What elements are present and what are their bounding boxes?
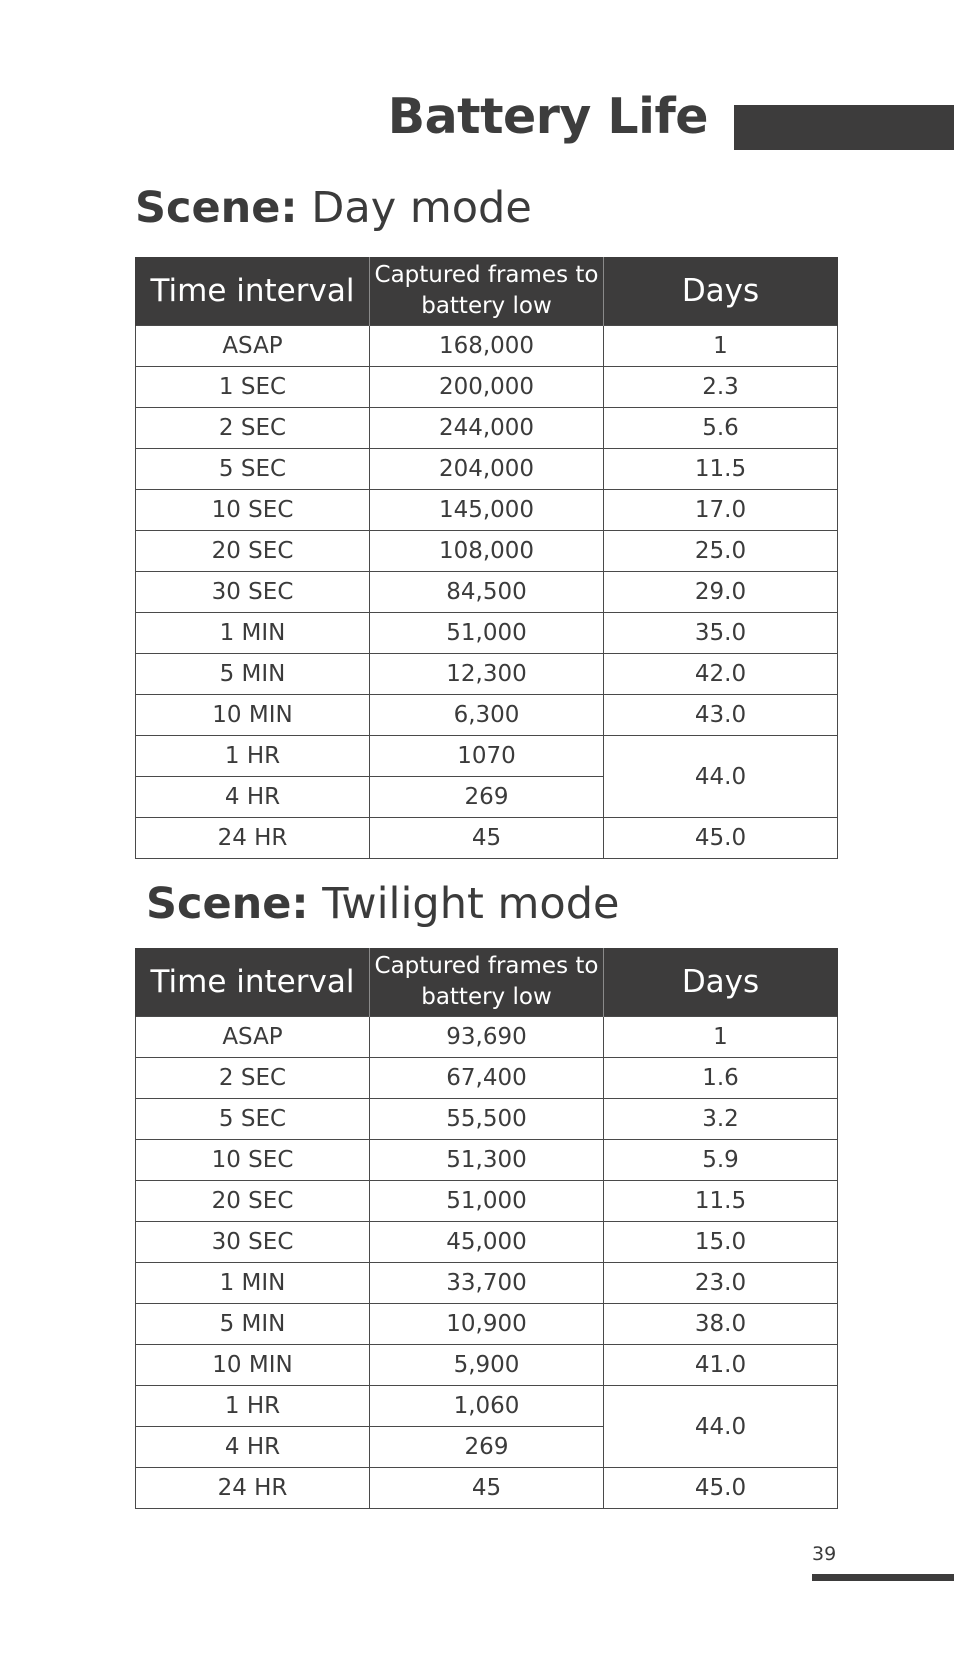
twilight-mode-table	[135, 948, 838, 1509]
cell-days: 45.0	[604, 1468, 838, 1509]
cell-interval: 10 MIN	[136, 695, 370, 736]
cell-interval: 10 MIN	[136, 1345, 370, 1386]
table-row	[136, 1140, 838, 1181]
table-row	[136, 449, 838, 490]
scene-heading-twilight	[146, 879, 620, 929]
cell-interval: ASAP	[136, 326, 370, 367]
cell-days: 25.0	[604, 531, 838, 572]
cell-days-merged: 44.0	[604, 1386, 838, 1468]
header-days: Days	[604, 257, 838, 326]
cell-days: 29.0	[604, 572, 838, 613]
table-row	[136, 1304, 838, 1345]
table-row	[136, 490, 838, 531]
cell-interval: 4 HR	[136, 1427, 370, 1468]
table-header-row	[136, 257, 838, 326]
table-row	[136, 531, 838, 572]
header-captured-frames: Captured frames to battery low	[370, 948, 604, 1017]
cell-interval: 2 SEC	[136, 1058, 370, 1099]
cell-interval: 1 MIN	[136, 1263, 370, 1304]
table-row	[136, 1099, 838, 1140]
cell-days: 5.9	[604, 1140, 838, 1181]
cell-days: 41.0	[604, 1345, 838, 1386]
table-row	[136, 654, 838, 695]
table-row	[136, 695, 838, 736]
header-time-interval: Time interval	[136, 257, 370, 326]
cell-frames: 51,300	[370, 1140, 604, 1181]
cell-days: 42.0	[604, 654, 838, 695]
cell-interval: 5 SEC	[136, 1099, 370, 1140]
cell-days: 15.0	[604, 1222, 838, 1263]
cell-frames: 12,300	[370, 654, 604, 695]
cell-days: 11.5	[604, 1181, 838, 1222]
cell-interval: 1 HR	[136, 736, 370, 777]
cell-interval: 10 SEC	[136, 1140, 370, 1181]
table-row	[136, 736, 838, 777]
scene-heading-day	[135, 183, 532, 233]
cell-interval: 2 SEC	[136, 408, 370, 449]
title-accent-bar	[734, 105, 954, 150]
header-time-interval: Time interval	[136, 948, 370, 1017]
cell-frames: 6,300	[370, 695, 604, 736]
table-row	[136, 1222, 838, 1263]
cell-days: 1	[604, 1017, 838, 1058]
table-row	[136, 1058, 838, 1099]
scene-label: Scene:	[135, 183, 298, 233]
cell-frames: 108,000	[370, 531, 604, 572]
cell-days: 5.6	[604, 408, 838, 449]
header-captured-frames: Captured frames to battery low	[370, 257, 604, 326]
cell-interval: ASAP	[136, 1017, 370, 1058]
cell-interval: 20 SEC	[136, 531, 370, 572]
cell-days: 11.5	[604, 449, 838, 490]
cell-interval: 4 HR	[136, 777, 370, 818]
scene-name: Twilight mode	[322, 879, 620, 929]
cell-days: 45.0	[604, 818, 838, 859]
cell-days-merged: 44.0	[604, 736, 838, 818]
cell-days: 43.0	[604, 695, 838, 736]
cell-frames: 67,400	[370, 1058, 604, 1099]
cell-frames: 244,000	[370, 408, 604, 449]
cell-interval: 1 HR	[136, 1386, 370, 1427]
page-number: 39	[812, 1543, 837, 1565]
table-row	[136, 1181, 838, 1222]
table-row	[136, 1386, 838, 1427]
table-row	[136, 1468, 838, 1509]
cell-interval: 5 MIN	[136, 1304, 370, 1345]
cell-interval: 5 SEC	[136, 449, 370, 490]
cell-frames: 45	[370, 1468, 604, 1509]
table-row	[136, 613, 838, 654]
cell-days: 38.0	[604, 1304, 838, 1345]
cell-interval: 30 SEC	[136, 1222, 370, 1263]
cell-interval: 1 SEC	[136, 367, 370, 408]
cell-interval: 1 MIN	[136, 613, 370, 654]
cell-interval: 10 SEC	[136, 490, 370, 531]
table-row	[136, 572, 838, 613]
table-row	[136, 367, 838, 408]
cell-interval: 20 SEC	[136, 1181, 370, 1222]
cell-frames: 1070	[370, 736, 604, 777]
table-row	[136, 1017, 838, 1058]
cell-frames: 93,690	[370, 1017, 604, 1058]
day-mode-table	[135, 257, 838, 859]
cell-frames: 145,000	[370, 490, 604, 531]
cell-frames: 269	[370, 777, 604, 818]
header-days: Days	[604, 948, 838, 1017]
table-row	[136, 1345, 838, 1386]
scene-label: Scene:	[146, 879, 309, 929]
cell-days: 1	[604, 326, 838, 367]
table-row	[136, 408, 838, 449]
cell-interval: 24 HR	[136, 818, 370, 859]
cell-days: 17.0	[604, 490, 838, 531]
cell-days: 1.6	[604, 1058, 838, 1099]
cell-frames: 1,060	[370, 1386, 604, 1427]
table-header-row	[136, 948, 838, 1017]
cell-frames: 45,000	[370, 1222, 604, 1263]
cell-frames: 51,000	[370, 613, 604, 654]
cell-frames: 55,500	[370, 1099, 604, 1140]
cell-frames: 45	[370, 818, 604, 859]
scene-name: Day mode	[311, 183, 532, 233]
cell-days: 2.3	[604, 367, 838, 408]
cell-days: 23.0	[604, 1263, 838, 1304]
cell-interval: 24 HR	[136, 1468, 370, 1509]
cell-days: 3.2	[604, 1099, 838, 1140]
cell-frames: 200,000	[370, 367, 604, 408]
cell-frames: 33,700	[370, 1263, 604, 1304]
cell-frames: 10,900	[370, 1304, 604, 1345]
page-number-bar	[812, 1574, 954, 1581]
cell-frames: 168,000	[370, 326, 604, 367]
cell-frames: 269	[370, 1427, 604, 1468]
cell-days: 35.0	[604, 613, 838, 654]
cell-interval: 30 SEC	[136, 572, 370, 613]
cell-frames: 51,000	[370, 1181, 604, 1222]
table-row	[136, 326, 838, 367]
table-row	[136, 1263, 838, 1304]
page-title: Battery Life	[387, 88, 708, 145]
table-row	[136, 818, 838, 859]
cell-interval: 5 MIN	[136, 654, 370, 695]
cell-frames: 204,000	[370, 449, 604, 490]
cell-frames: 5,900	[370, 1345, 604, 1386]
cell-frames: 84,500	[370, 572, 604, 613]
